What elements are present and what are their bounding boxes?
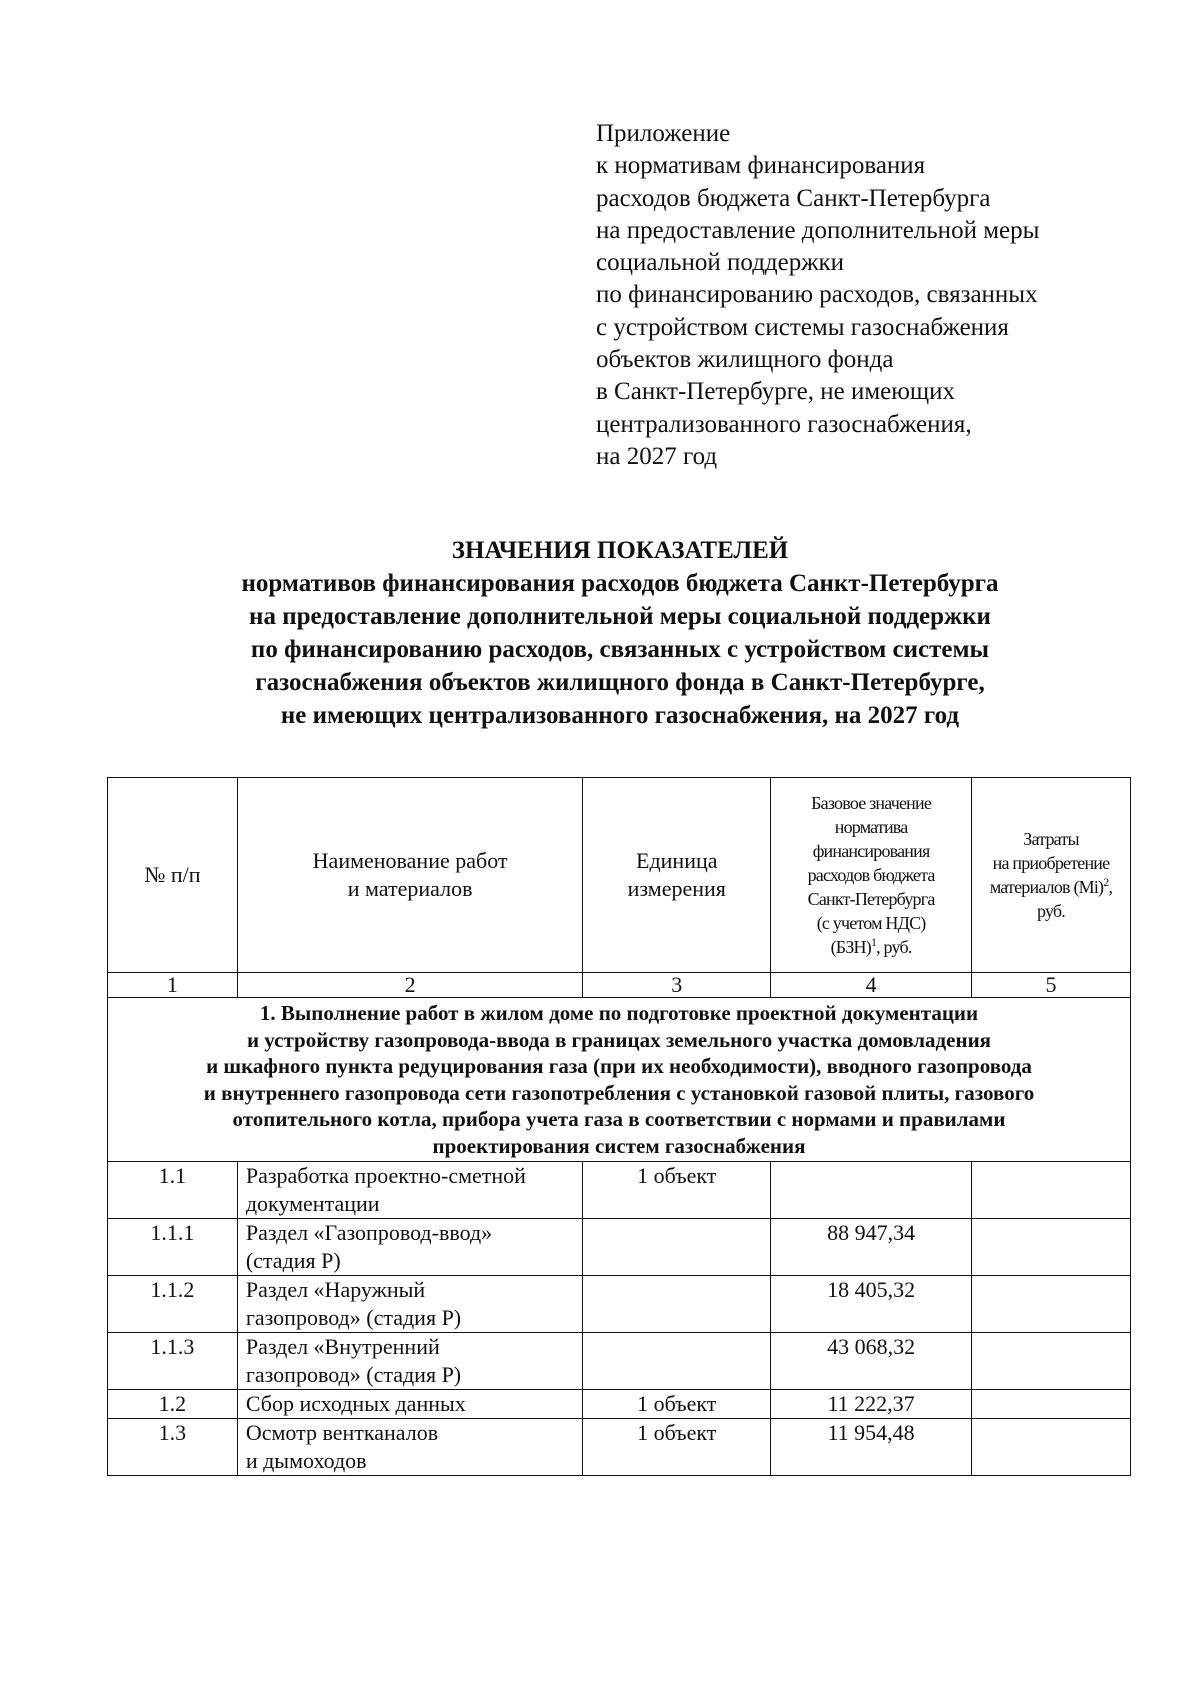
section-heading-row bbox=[108, 998, 1131, 1162]
column-number-row: 1 2 3 4 5 bbox=[108, 973, 1131, 998]
appendix-line: по финансированию расходов, связанных bbox=[596, 281, 1038, 309]
title-line: газоснабжения объектов жилищного фонда в Санкт-Петербурге, bbox=[255, 669, 985, 696]
appendix-line: в Санкт-Петербурге, не имеющих bbox=[596, 378, 956, 406]
appendix-line: к нормативам финансирования bbox=[596, 152, 926, 180]
header-name: Наименование работ и материалов bbox=[237, 778, 583, 973]
title-line: по финансированию расходов, связанных с устройством системы bbox=[250, 636, 990, 663]
appendix-line: на 2027 год bbox=[596, 442, 718, 470]
appendix-line: расходов бюджета Санкт-Петербурга bbox=[596, 184, 991, 212]
title-line: нормативов финансирования расходов бюджета Санкт-Петербурга bbox=[241, 570, 999, 597]
appendix-line: социальной поддержки bbox=[596, 249, 845, 277]
appendix-line: централизованного газоснабжения, bbox=[596, 410, 972, 438]
table-row: 1.2 Сбор исходных данных 1 объект 11 222,37 bbox=[108, 1390, 1131, 1419]
appendix-block bbox=[596, 118, 1039, 473]
header-unit: Единица измерения bbox=[583, 778, 771, 973]
table-row: 1.1 Разработка проектно-сметной документации 1 объект bbox=[108, 1162, 1131, 1219]
appendix-line: с устройством системы газоснабжения bbox=[596, 313, 1009, 341]
appendix-line: на предоставление дополнительной меры bbox=[596, 216, 1040, 244]
table-row: 1.1.1 Раздел «Газопровод-ввод» (стадия Р) 88 947,34 bbox=[108, 1219, 1131, 1276]
appendix-line: Приложение bbox=[596, 120, 731, 147]
header-base-value: Базовое значение норматива финансирования расходов бюджета Санкт-Петербурга (с учетом НДС) (БЗН)$^1$, руб. bbox=[771, 778, 972, 973]
section-heading: 1. Выполнение работ в жилом доме по подготовке проектной документации и устройству газопровода-ввода в границах земельного участка домовладения и шкафного пункта редуцирования газа (при их необходимости), вводного газопровода и внутреннего газопровода сети газопотребления с установкой газовой плиты, газового отопительного котла, прибора учета газа в соответствии с нормами и правилами проектирования систем газоснабжения bbox=[108, 998, 1131, 1162]
table-row: 1.1.2 Раздел «Наружный газопровод» (стадия Р) 18 405,32 bbox=[108, 1276, 1131, 1333]
title-line: на предоставление дополнительной меры социальной поддержки bbox=[249, 603, 991, 630]
table-header-row bbox=[108, 778, 1131, 973]
appendix-line: объектов жилищного фонда bbox=[596, 346, 894, 374]
title-line: не имеющих централизованного газоснабжения, на 2027 год bbox=[280, 702, 960, 729]
table-row: 1.3 Осмотр вентканалов и дымоходов 1 объект 11 954,48 bbox=[108, 1419, 1131, 1476]
header-number: № п/п bbox=[108, 778, 238, 973]
title-line: ЗНАЧЕНИЯ ПОКАЗАТЕЛЕЙ bbox=[451, 537, 789, 564]
document-title bbox=[110, 534, 1130, 732]
indicators-table bbox=[107, 777, 1131, 1476]
table-row: 1.1.3 Раздел «Внутренний газопровод» (стадия Р) 43 068,32 bbox=[108, 1333, 1131, 1390]
header-material-costs: Затраты на приобретение материалов $(Mi)^2$, руб. bbox=[972, 778, 1131, 973]
